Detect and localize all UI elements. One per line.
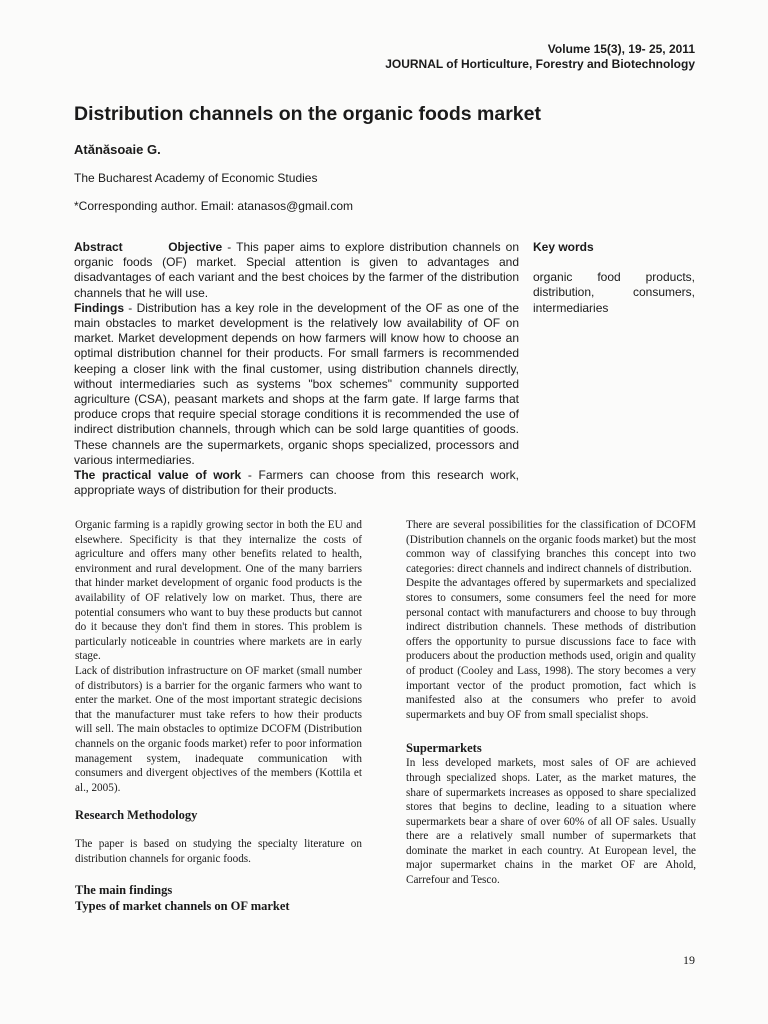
abstract-label: Abstract [74, 240, 123, 254]
supermarkets-paragraph: In less developed markets, most sales of OF are achieved through specialized shops. Later, as the market matures, the share of supermarkets increases as opposed to share specialized stores that begins to decline, leading to a situation where supermarkets bear a share of over 60% of all OF sales. Usually there are a relatively small number of supermarkets that dominate the market in each country. At European level, the major supermarket chains in the market OF are Ahold, Carrefour and Tesco. [406, 757, 696, 887]
subsection-heading-types: Types of market channels on OF market [75, 899, 290, 914]
paper-title: Distribution channels on the organic foods market [74, 103, 541, 125]
author-name: Atănăsoaie G. [74, 142, 161, 157]
body-paragraph: Despite the advantages offered by supermarkets and specialized stores to consumers, some consumers feel the need for more personal contact with manufacturers and choose to buy through indirect distribution channels. These methods of distribution offers the opportunity to pursue discussions face to face with producers about the production methods used, origin and quality of product (Cooley and Lass, 1998). The story becomes a very important vector of the product promotion, fact which is manifested also at the consumers who prefer to avoid supermarkets and buy OF from small specialist shops. [406, 577, 696, 721]
research-paragraph: The paper is based on studying the specialty literature on distribution channels for organic foods. [75, 838, 362, 865]
objective-text: - This paper aims to explore distribution channels on organic foods (OF) market. Special attention is given to advantages and disadvantages of each variant and the best choices by the farmer of the distribution channels that he will use. [74, 240, 519, 300]
body-column-right [406, 518, 696, 888]
journal-name: JOURNAL of Horticulture, Forestry and Biotechnology [385, 57, 695, 71]
volume-line: Volume 15(3), 19- 25, 2011 [547, 42, 695, 56]
page-number: 19 [683, 953, 695, 967]
section-heading-research: Research Methodology [75, 808, 198, 823]
keywords [533, 240, 695, 316]
body-column-left [75, 518, 362, 914]
practical-text: - Farmers can choose from this research work, appropriate ways of distribution for their products. [74, 468, 519, 498]
affiliation: The Bucharest Academy of Economic Studies [74, 171, 318, 185]
body-paragraph: There are several possibilities for the classification of DCOFM (Distribution channels on the organic foods market) but the most common way of classifying branches this concept into two categories: direct channels and indirect channels of distribution. [406, 519, 696, 575]
abstract-objective [74, 240, 519, 301]
body-paragraph: Lack of distribution infrastructure on OF market (small number of distributors) is a barrier for the organic farmers who want to enter the market. One of the most important strategic decisions that the manufacturer must take refers to how their products will sell. The main obstacles to optimize DCOFM (Distribution channels on the organic foods market) refer to poor information management system, inadequate communication with consumers and divergent objectives of the members (Kottila et al., 2005). [75, 664, 362, 794]
section-heading-supermarkets: Supermarkets [406, 741, 482, 756]
journal-header [385, 42, 695, 72]
findings-label: Findings [74, 300, 124, 315]
abstract-findings [74, 301, 519, 468]
keywords-heading: Key words [533, 240, 594, 254]
body-paragraph: Organic farming is a rapidly growing sector in both the EU and elsewhere. Specificity is that they internalize the costs of agriculture and offers many other benefits related to health, environment and rural development. One of the many barriers that hinder market development of organic food products is the availability of OF relatively low on market. Thus, there are potential consumers who want to buy these products but cannot do it because they don't find them in stores. This problem is particularly noticeable in countries where markets are in early stage. [75, 519, 362, 663]
objective-label: Objective [168, 240, 223, 254]
keywords-text: organic food products, distribution, consumers, intermediaries [533, 270, 695, 315]
abstract-practical [74, 468, 519, 498]
findings-text: - Distribution has a key role in the development of the OF as one of the main obstacles to market development is the relatively low availability of OF on market. Market development depends on how farmers will know how to choose an optimal distribution channel for their products. For small farmers is recommended keeping a closer link with the final customer, using distribution channels directly, without intermediaries such as systems "box schemes" community supported agriculture (CSA), peasant markets and shops at the farm gate. If large farms that produce crops that require special storage conditions it is recommended the use of indirect distribution channels, through which can be sold large quantities of goods. These channels are the supermarkets, organic shops specialized, processors and various intermediaries. [74, 300, 519, 467]
practical-label: The practical value of work [74, 468, 242, 483]
section-heading-findings: The main findings [75, 883, 173, 898]
abstract [74, 240, 519, 498]
corresponding-author: *Corresponding author. Email: atanasos@gmail.com [74, 199, 353, 213]
